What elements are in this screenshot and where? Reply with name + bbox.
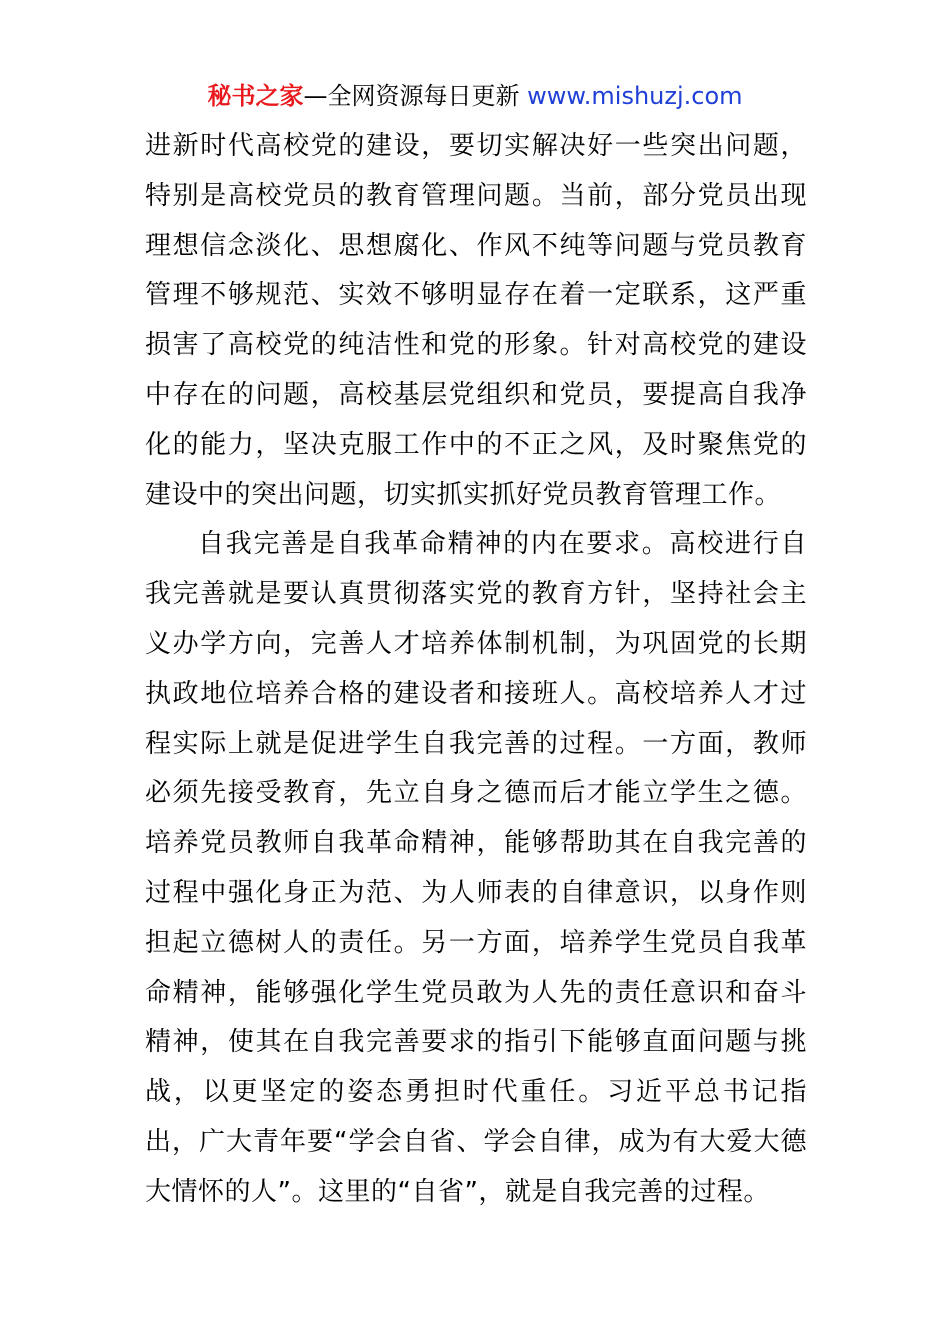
header-tagline: —全网资源每日更新	[303, 82, 520, 110]
paragraph-continuation: 进新时代高校党的建设，要切实解决好一些突出问题，特别是高校党员的教育管理问题。当前，部分党员出现理想信念淡化、思想腐化、作风不纯等问题与党员教育管理不够规范、实效不够明显存在着一定联系，这严重损害了高校党的纯洁性和党的形象。针对高校党的建设中存在的问题，高校基层党组织和党员，要提高自我净化的能力，坚决克服工作中的不正之风，及时聚焦党的建设中的突出问题，切实抓实抓好党员教育管理工作。	[145, 131, 807, 510]
document-body	[145, 122, 807, 1218]
paragraph-self-improvement: 自我完善是自我革命精神的内在要求。高校进行自我完善就是要认真贯彻落实党的教育方针，坚持社会主义办学方向，完善人才培养体制机制，为巩固党的长期执政地位培养合格的建设者和接班人。高校培养人才过程实际上就是促进学生自我完善的过程。一方面，教师必须先接受教育，先立自身之德而后才能立学生之德。培养党员教师自我革命精神，能够帮助其在自我完善的过程中强化身正为范、为人师表的自律意识，以身作则担起立德树人的责任。另一方面，培养学生党员自我革命精神，能够强化学生党员敢为人先的责任意识和奋斗精神，使其在自我完善要求的指引下能够直面问题与挑战，以更坚定的姿态勇担时代重任。习近平总书记指出，广大青年要“学会自省、学会自律，成为有大爱大德大情怀的人”。这里的“自省”，就是自我完善的过程。	[145, 529, 807, 1207]
brand-name: 秘书之家	[207, 82, 304, 110]
page-header	[0, 78, 950, 114]
website-link[interactable]: www.mishuzj.com	[527, 82, 743, 110]
